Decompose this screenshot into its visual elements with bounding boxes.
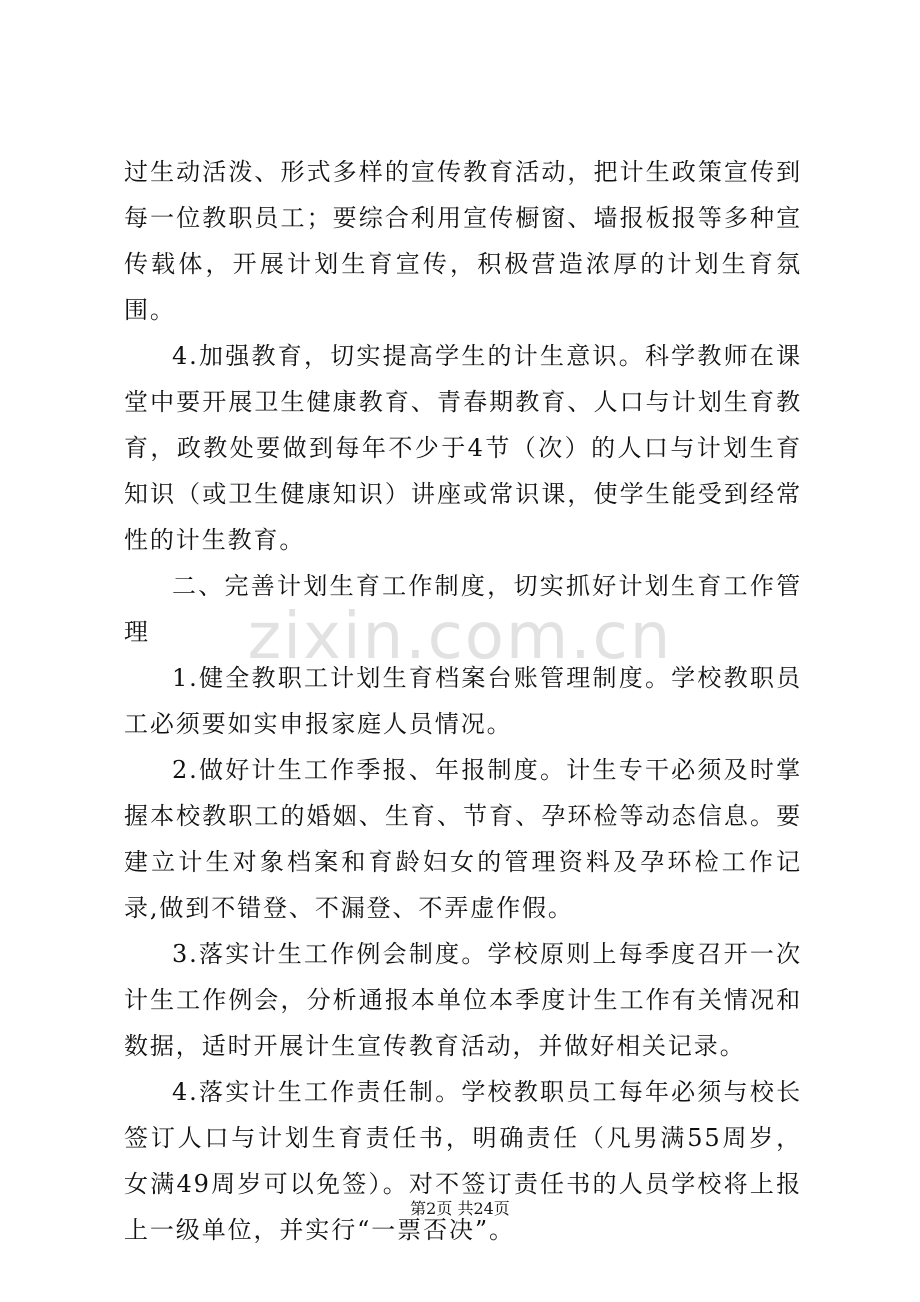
paragraph-item-2-reports: 2.做好计生工作季报、年报制度。计生专干必须及时掌握本校教职工的婚姻、生育、节育、孕环检等动态信息。要建立计生对象档案和育龄妇女的管理资料及孕环检工作记录,做到不错登、不漏登、不弄虚作假。 [124, 756, 802, 922]
page-number-footer: 第2页 共24页 [410, 1199, 510, 1218]
paragraph-item-3-meetings: 3.落实计生工作例会制度。学校原则上每季度召开一次计生工作例会，分析通报本单位本季度计生工作有关情况和数据，适时开展计生宣传教育活动，并做好相关记录。 [124, 940, 802, 1060]
paragraph-item-4-responsibility: 4.落实计生工作责任制。学校教职员工每年必须与校长签订人口与计划生育责任书，明确责任（凡男满55周岁，女满49周岁可以免签）。对不签订责任书的人员学校将上报上一级单位，并实行“一票否决”。 [124, 1078, 802, 1244]
section-heading-2: 二、完善计划生育工作制度，切实抓好计划生育工作管理 [124, 572, 802, 646]
watermark: zixin.com.cn [247, 600, 673, 674]
paragraph-item-1-archive: 1.健全教职工计划生育档案台账管理制度。学校教职员工必须要如实申报家庭人员情况。 [124, 664, 802, 738]
paragraph-item-4-education: 4.加强教育，切实提高学生的计生意识。科学教师在课堂中要开展卫生健康教育、青春期教育、人口与计划生育教育，政教处要做到每年不少于4节（次）的人口与计划生育知识（或卫生健康知识）讲座或常识课，使学生能受到经常性的计生教育。 [124, 342, 802, 554]
document-body [124, 149, 802, 1253]
paragraph-continued: 过生动活泼、形式多样的宣传教育活动，把计生政策宣传到每一位教职员工；要综合利用宣传橱窗、墙报板报等多种宣传载体，开展计划生育宣传，积极营造浓厚的计划生育氛围。 [124, 158, 802, 324]
